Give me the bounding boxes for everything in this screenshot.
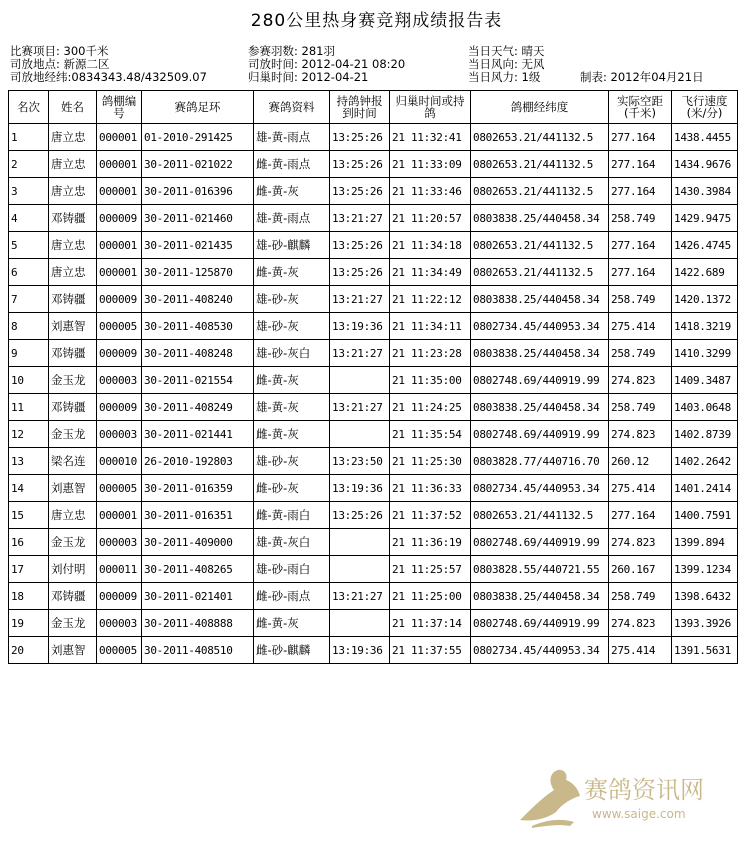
meta-entries: 参赛羽数: 281羽 [248, 44, 335, 58]
col-header-clock-time: 持鸽钟报到时间 [330, 91, 390, 124]
table-cell: 000001 [97, 178, 142, 205]
table-cell: 邓铸疆 [49, 340, 97, 367]
table-row [9, 340, 738, 367]
table-cell: 13:19:36 [330, 475, 390, 502]
table-cell: 雌-黄-灰 [254, 421, 330, 448]
table-cell: 15 [9, 502, 49, 529]
table-cell: 3 [9, 178, 49, 205]
table-cell: 21 11:23:28 [390, 340, 471, 367]
table-cell: 0802734.45/440953.34 [471, 313, 609, 340]
meta-made-date: 制表: 2012年04月21日 [580, 70, 704, 84]
col-header-ring: 赛鸽足环 [142, 91, 254, 124]
col-header-speed: 飞行速度(米/分) [672, 91, 738, 124]
results-body [9, 124, 738, 664]
table-cell: 21 11:37:52 [390, 502, 471, 529]
table-row [9, 529, 738, 556]
table-cell: 30-2011-408240 [142, 286, 254, 313]
col-header-distance: 实际空距(千米) [609, 91, 672, 124]
table-cell: 雄-黄-灰 [254, 394, 330, 421]
meta-wind-force: 当日风力: 1级 [468, 70, 541, 84]
table-cell: 雌-砂-灰 [254, 475, 330, 502]
table-cell: 275.414 [609, 475, 672, 502]
table-cell: 1401.2414 [672, 475, 738, 502]
table-cell: 唐立忠 [49, 124, 97, 151]
table-cell: 30-2011-408265 [142, 556, 254, 583]
table-cell: 1422.689 [672, 259, 738, 286]
table-cell: 金玉龙 [49, 367, 97, 394]
table-row [9, 610, 738, 637]
table-cell: 8 [9, 313, 49, 340]
table-cell: 13:19:36 [330, 637, 390, 664]
table-cell: 0802748.69/440919.99 [471, 421, 609, 448]
table-cell: 13:19:36 [330, 313, 390, 340]
table-cell: 000011 [97, 556, 142, 583]
meta-release-coords: 司放地经纬:0834343.48/432509.07 [10, 70, 207, 84]
table-cell: 21 11:36:33 [390, 475, 471, 502]
table-cell: 01-2010-291425 [142, 124, 254, 151]
table-cell: 258.749 [609, 340, 672, 367]
table-cell: 21 11:25:00 [390, 583, 471, 610]
table-row [9, 421, 738, 448]
table-row [9, 502, 738, 529]
table-cell: 21 11:25:30 [390, 448, 471, 475]
meta-weather: 当日天气: 晴天 [468, 44, 545, 58]
table-cell: 14 [9, 475, 49, 502]
table-cell: 13 [9, 448, 49, 475]
table-cell: 7 [9, 286, 49, 313]
table-cell: 1403.0648 [672, 394, 738, 421]
table-cell: 金玉龙 [49, 610, 97, 637]
table-cell: 刘付明 [49, 556, 97, 583]
table-cell: 0802653.21/441132.5 [471, 232, 609, 259]
table-cell: 277.164 [609, 232, 672, 259]
table-cell: 258.749 [609, 205, 672, 232]
table-cell: 260.12 [609, 448, 672, 475]
table-cell: 1393.3926 [672, 610, 738, 637]
table-cell: 21 11:22:12 [390, 286, 471, 313]
table-cell: 277.164 [609, 178, 672, 205]
table-cell: 274.823 [609, 367, 672, 394]
table-cell: 邓铸疆 [49, 286, 97, 313]
table-cell: 6 [9, 259, 49, 286]
table-cell: 000001 [97, 232, 142, 259]
table-cell: 雄-砂-灰 [254, 286, 330, 313]
table-cell: 1434.9676 [672, 151, 738, 178]
table-cell: 17 [9, 556, 49, 583]
table-cell: 30-2011-021554 [142, 367, 254, 394]
table-cell: 000001 [97, 259, 142, 286]
table-cell: 雄-黄-雨点 [254, 205, 330, 232]
table-cell: 11 [9, 394, 49, 421]
table-cell: 1 [9, 124, 49, 151]
table-cell: 雌-黄-雨白 [254, 502, 330, 529]
table-cell [330, 367, 390, 394]
table-cell: 1426.4745 [672, 232, 738, 259]
table-cell: 0802734.45/440953.34 [471, 475, 609, 502]
table-cell: 258.749 [609, 394, 672, 421]
table-cell: 雄-砂-灰 [254, 313, 330, 340]
table-row [9, 232, 738, 259]
table-cell: 邓铸疆 [49, 583, 97, 610]
table-cell: 21 11:25:57 [390, 556, 471, 583]
table-cell: 13:23:50 [330, 448, 390, 475]
table-cell: 刘惠智 [49, 313, 97, 340]
table-cell: 1410.3299 [672, 340, 738, 367]
table-cell: 000003 [97, 610, 142, 637]
table-cell: 1418.3219 [672, 313, 738, 340]
table-row [9, 448, 738, 475]
table-cell: 12 [9, 421, 49, 448]
meta-race-item: 比赛项目: 300千米 [10, 44, 109, 58]
table-row [9, 313, 738, 340]
table-row [9, 151, 738, 178]
table-cell: 雌-黄-灰 [254, 259, 330, 286]
table-cell: 雌-砂-麒麟 [254, 637, 330, 664]
table-cell: 0802653.21/441132.5 [471, 124, 609, 151]
table-cell: 13:21:27 [330, 583, 390, 610]
table-cell: 1402.8739 [672, 421, 738, 448]
table-cell: 1438.4455 [672, 124, 738, 151]
table-row [9, 394, 738, 421]
table-cell: 雄-砂-灰白 [254, 340, 330, 367]
table-cell: 0803838.25/440458.34 [471, 205, 609, 232]
table-cell: 1420.1372 [672, 286, 738, 313]
table-cell: 000001 [97, 124, 142, 151]
table-cell: 21 11:35:00 [390, 367, 471, 394]
table-cell: 雄-砂-灰 [254, 448, 330, 475]
table-cell: 30-2011-021441 [142, 421, 254, 448]
table-cell: 21 11:33:09 [390, 151, 471, 178]
table-cell: 邓铸疆 [49, 205, 97, 232]
table-cell: 000009 [97, 205, 142, 232]
table-cell: 30-2011-408249 [142, 394, 254, 421]
table-cell: 30-2011-016351 [142, 502, 254, 529]
table-cell: 雄-黄-灰白 [254, 529, 330, 556]
table-cell: 雌-砂-雨点 [254, 583, 330, 610]
table-cell: 0802653.21/441132.5 [471, 502, 609, 529]
table-cell: 21 11:24:25 [390, 394, 471, 421]
table-cell: 1400.7591 [672, 502, 738, 529]
table-cell: 0803828.77/440716.70 [471, 448, 609, 475]
watermark-logo [512, 760, 722, 832]
table-cell: 0803838.25/440458.34 [471, 394, 609, 421]
table-cell: 刘惠智 [49, 475, 97, 502]
table-cell: 21 11:34:49 [390, 259, 471, 286]
table-cell: 1429.9475 [672, 205, 738, 232]
table-cell: 000009 [97, 340, 142, 367]
col-header-bird-info: 赛鸽资料 [254, 91, 330, 124]
table-cell: 30-2011-125870 [142, 259, 254, 286]
table-cell: 13:25:26 [330, 151, 390, 178]
col-header-name: 姓名 [49, 91, 97, 124]
table-cell: 雄-砂-麒麟 [254, 232, 330, 259]
table-cell: 30-2011-409000 [142, 529, 254, 556]
watermark-cn: 赛鸽资讯网 [584, 776, 704, 804]
table-cell: 4 [9, 205, 49, 232]
col-header-loft-coords: 鸽棚经纬度 [471, 91, 609, 124]
table-cell: 258.749 [609, 583, 672, 610]
table-cell: 1399.894 [672, 529, 738, 556]
meta-release-time: 司放时间: 2012-04-21 08:20 [248, 57, 406, 71]
table-cell: 21 11:37:14 [390, 610, 471, 637]
table-cell: 000001 [97, 151, 142, 178]
table-cell: 277.164 [609, 259, 672, 286]
table-cell: 000003 [97, 421, 142, 448]
table-row [9, 259, 738, 286]
table-cell: 30-2011-408530 [142, 313, 254, 340]
table-cell: 雌-黄-灰 [254, 610, 330, 637]
table-cell: 雌-黄-雨点 [254, 151, 330, 178]
table-cell: 梁名连 [49, 448, 97, 475]
table-cell: 唐立忠 [49, 232, 97, 259]
table-header-row [9, 91, 738, 124]
table-cell: 13:21:27 [330, 286, 390, 313]
table-cell: 1409.3487 [672, 367, 738, 394]
table-cell: 10 [9, 367, 49, 394]
table-row [9, 637, 738, 664]
table-cell: 雄-黄-雨点 [254, 124, 330, 151]
meta-release-place: 司放地点: 新源二区 [10, 57, 110, 71]
table-cell: 13:21:27 [330, 340, 390, 367]
table-row [9, 367, 738, 394]
table-cell: 30-2011-016396 [142, 178, 254, 205]
table-cell: 274.823 [609, 529, 672, 556]
table-cell: 30-2011-021460 [142, 205, 254, 232]
watermark-url: www.saige.com [592, 807, 686, 821]
table-cell: 0803838.25/440458.34 [471, 583, 609, 610]
table-cell: 1399.1234 [672, 556, 738, 583]
table-cell: 0802653.21/441132.5 [471, 151, 609, 178]
meta-wind-direction: 当日风向: 无风 [468, 57, 545, 71]
table-cell: 2 [9, 151, 49, 178]
table-cell [330, 610, 390, 637]
table-cell: 13:25:26 [330, 124, 390, 151]
table-cell: 260.167 [609, 556, 672, 583]
col-header-loft-id: 鸽棚编号 [97, 91, 142, 124]
table-cell: 21 11:20:57 [390, 205, 471, 232]
table-cell: 0802734.45/440953.34 [471, 637, 609, 664]
table-cell: 唐立忠 [49, 259, 97, 286]
col-header-rank: 名次 [9, 91, 49, 124]
results-table [8, 90, 738, 664]
table-cell: 000003 [97, 529, 142, 556]
table-cell: 000009 [97, 583, 142, 610]
table-cell: 258.749 [609, 286, 672, 313]
table-row [9, 286, 738, 313]
table-cell: 000003 [97, 367, 142, 394]
table-cell: 雄-砂-雨白 [254, 556, 330, 583]
table-cell: 13:25:26 [330, 232, 390, 259]
table-cell: 0802748.69/440919.99 [471, 610, 609, 637]
pigeon-logo-icon [520, 770, 580, 828]
table-row [9, 178, 738, 205]
table-cell: 000009 [97, 286, 142, 313]
table-cell: 13:21:27 [330, 394, 390, 421]
table-cell: 000009 [97, 394, 142, 421]
table-cell: 21 11:36:19 [390, 529, 471, 556]
table-cell: 000010 [97, 448, 142, 475]
table-row [9, 475, 738, 502]
table-row [9, 124, 738, 151]
table-cell: 1430.3984 [672, 178, 738, 205]
table-cell: 275.414 [609, 637, 672, 664]
table-cell: 5 [9, 232, 49, 259]
table-cell: 唐立忠 [49, 502, 97, 529]
table-cell: 21 11:37:55 [390, 637, 471, 664]
table-cell: 30-2011-408510 [142, 637, 254, 664]
table-cell [330, 421, 390, 448]
table-cell [330, 529, 390, 556]
table-cell: 277.164 [609, 124, 672, 151]
table-cell: 1391.5631 [672, 637, 738, 664]
table-cell: 雌-黄-灰 [254, 367, 330, 394]
table-cell: 277.164 [609, 502, 672, 529]
table-cell: 30-2011-408248 [142, 340, 254, 367]
table-cell: 金玉龙 [49, 421, 97, 448]
table-cell: 275.414 [609, 313, 672, 340]
table-cell: 0802748.69/440919.99 [471, 367, 609, 394]
table-cell: 20 [9, 637, 49, 664]
table-cell: 1398.6432 [672, 583, 738, 610]
table-cell: 000005 [97, 313, 142, 340]
table-cell: 274.823 [609, 421, 672, 448]
table-cell: 邓铸疆 [49, 394, 97, 421]
table-row [9, 556, 738, 583]
table-row [9, 583, 738, 610]
table-cell: 21 11:34:11 [390, 313, 471, 340]
table-cell: 雌-黄-灰 [254, 178, 330, 205]
table-cell [330, 556, 390, 583]
table-cell: 26-2010-192803 [142, 448, 254, 475]
table-cell: 21 11:32:41 [390, 124, 471, 151]
table-cell: 30-2011-021022 [142, 151, 254, 178]
table-cell: 13:25:26 [330, 502, 390, 529]
table-cell: 1402.2642 [672, 448, 738, 475]
table-cell: 30-2011-021435 [142, 232, 254, 259]
table-cell: 金玉龙 [49, 529, 97, 556]
table-cell: 0803838.25/440458.34 [471, 286, 609, 313]
table-cell: 21 11:33:46 [390, 178, 471, 205]
table-cell: 唐立忠 [49, 151, 97, 178]
table-cell: 30-2011-016359 [142, 475, 254, 502]
table-cell: 000005 [97, 637, 142, 664]
table-cell: 0802653.21/441132.5 [471, 178, 609, 205]
table-cell: 0803838.25/440458.34 [471, 340, 609, 367]
table-cell: 30-2011-021401 [142, 583, 254, 610]
table-cell: 21 11:34:18 [390, 232, 471, 259]
table-cell: 000005 [97, 475, 142, 502]
table-cell: 18 [9, 583, 49, 610]
table-cell: 16 [9, 529, 49, 556]
table-cell: 0802748.69/440919.99 [471, 529, 609, 556]
table-cell: 277.164 [609, 151, 672, 178]
col-header-return-time: 归巢时间或持鸽 [390, 91, 471, 124]
table-cell: 9 [9, 340, 49, 367]
table-cell: 0803828.55/440721.55 [471, 556, 609, 583]
table-cell: 274.823 [609, 610, 672, 637]
table-row [9, 205, 738, 232]
table-cell: 唐立忠 [49, 178, 97, 205]
table-cell: 30-2011-408888 [142, 610, 254, 637]
table-cell: 21 11:35:54 [390, 421, 471, 448]
table-cell: 刘惠智 [49, 637, 97, 664]
meta-return-time: 归巢时间: 2012-04-21 [248, 70, 369, 84]
report-title: 280公里热身赛竞翔成绩报告表 [250, 11, 503, 31]
table-cell: 19 [9, 610, 49, 637]
table-cell: 000001 [97, 502, 142, 529]
table-cell: 13:25:26 [330, 259, 390, 286]
table-cell: 0802653.21/441132.5 [471, 259, 609, 286]
table-cell: 13:25:26 [330, 178, 390, 205]
table-cell: 13:21:27 [330, 205, 390, 232]
